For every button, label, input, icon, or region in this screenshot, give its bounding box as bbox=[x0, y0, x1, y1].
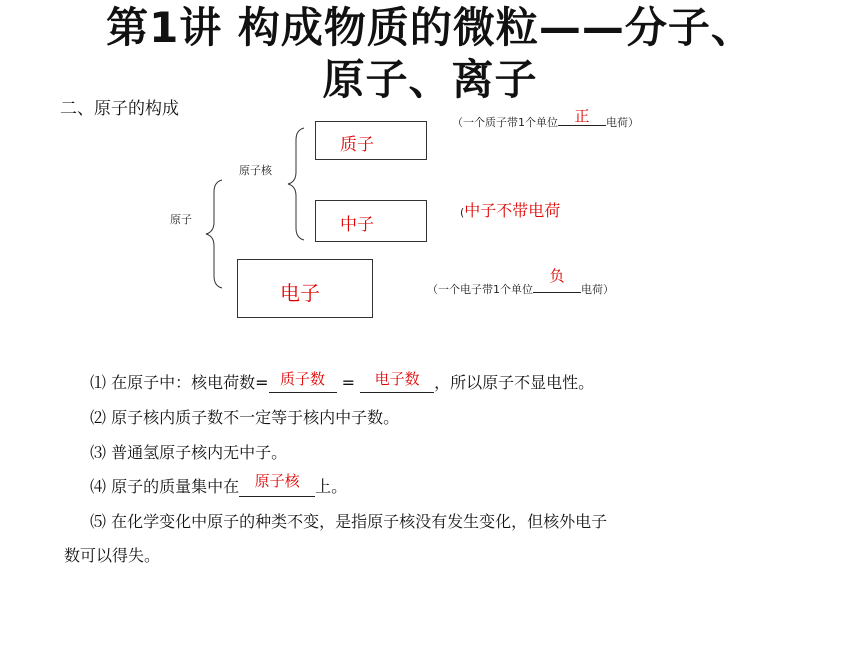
neutron-box-label: 中子 bbox=[340, 215, 374, 235]
nucleus-brace bbox=[288, 128, 304, 240]
point-1 bbox=[90, 370, 594, 393]
point-1-mid: = bbox=[341, 373, 355, 392]
section-heading: 二、原子的构成 bbox=[60, 99, 179, 119]
neutron-box bbox=[315, 200, 427, 242]
point-4 bbox=[90, 474, 347, 497]
neutron-note-paren: ( bbox=[460, 206, 465, 219]
point-4-prefix: ⑷ 原子的质量集中在 bbox=[90, 477, 240, 496]
proton-answer: 正 bbox=[574, 107, 590, 125]
point-1-answer-1: 质子数 bbox=[279, 370, 325, 388]
point-5-line-1: ⑸ 在化学变化中原子的种类不变，是指原子核没有发生变化，但核外电子 bbox=[90, 512, 608, 531]
electron-box bbox=[237, 259, 373, 318]
atom-label: 原子 bbox=[170, 213, 192, 226]
point-5-line-2: 数可以得失。 bbox=[64, 546, 161, 565]
point-1-blank-2 bbox=[360, 372, 434, 393]
page-title-line1: 第1讲 构成物质的微粒——分子、 bbox=[106, 3, 754, 52]
electron-note-suffix: 电荷） bbox=[581, 283, 614, 296]
point-1-blank-1 bbox=[269, 372, 337, 393]
point-3: ⑶ 普通氢原子核内无中子。 bbox=[90, 443, 288, 462]
electron-answer-blank bbox=[533, 267, 581, 293]
atom-brace bbox=[206, 180, 222, 288]
point-4-blank bbox=[239, 472, 315, 497]
point-1-prefix: ⑴ 在原子中：核电荷数= bbox=[90, 373, 269, 392]
proton-note bbox=[452, 107, 639, 130]
proton-note-prefix: （一个质子带1个单位 bbox=[452, 116, 558, 129]
point-4-suffix: 上。 bbox=[315, 477, 348, 496]
electron-box-label: 电子 bbox=[280, 281, 320, 305]
point-1-answer-2: 电子数 bbox=[374, 370, 420, 388]
electron-answer: 负 bbox=[549, 267, 565, 285]
page-title-line2: 原子、离子 bbox=[322, 55, 538, 104]
point-2: ⑵ 原子核内质子数不一定等于核内中子数。 bbox=[90, 408, 400, 427]
proton-box bbox=[315, 121, 427, 160]
electron-note bbox=[427, 267, 614, 297]
point-4-answer: 原子核 bbox=[254, 472, 300, 490]
proton-note-suffix: 电荷） bbox=[606, 116, 639, 129]
neutron-note bbox=[460, 198, 560, 221]
neutron-note-text: 中子不带电荷 bbox=[464, 201, 561, 220]
proton-answer-blank bbox=[558, 107, 606, 126]
electron-note-prefix: （一个电子带1个单位 bbox=[427, 283, 533, 296]
proton-box-label: 质子 bbox=[340, 135, 374, 155]
point-1-suffix: ，所以原子不显电性。 bbox=[434, 373, 595, 392]
nucleus-label: 原子核 bbox=[239, 164, 272, 177]
